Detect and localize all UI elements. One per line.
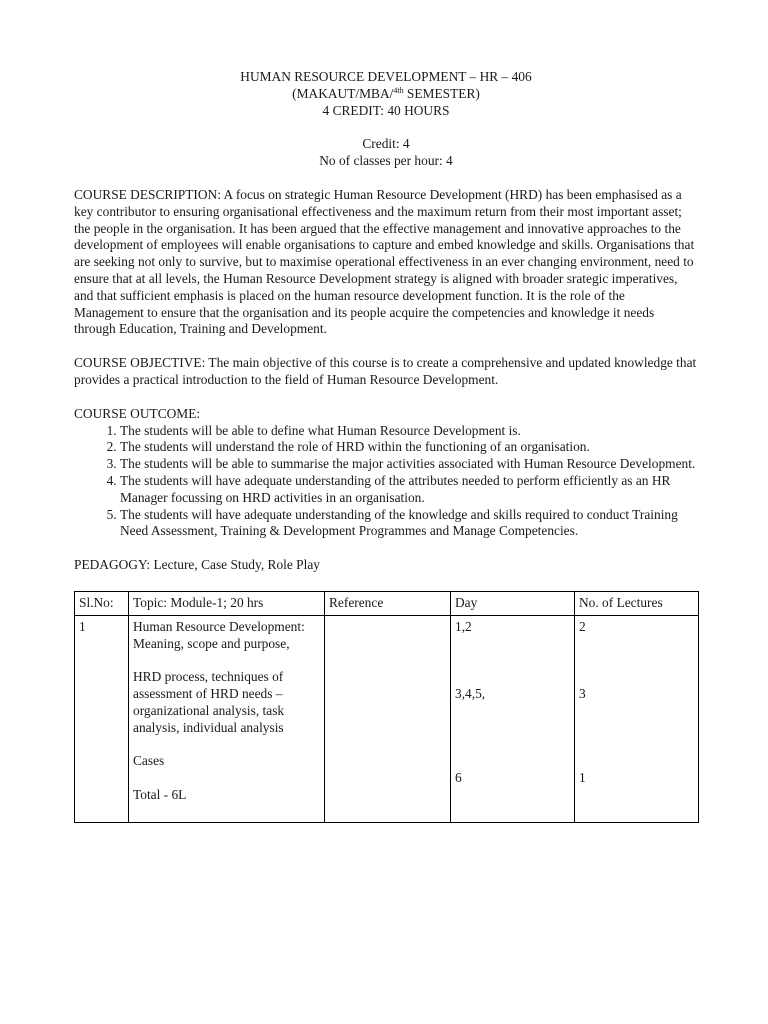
program-suffix: SEMESTER) [403,85,480,101]
credit-line: Credit: 4 [362,136,410,152]
header-reference: Reference [325,591,451,615]
header-lectures: No. of Lectures [575,591,699,615]
cell-topic [129,615,325,822]
lectures-2: 3 [579,685,586,701]
program-prefix: (MAKAUT/MBA/ [292,85,394,101]
spacer [455,703,570,770]
course-outcome [74,406,698,540]
spacer [455,636,570,686]
spacer [133,736,320,753]
semester-superscript: 4th [393,85,404,95]
topic-process: HRD process, techniques of assessment of HRD needs – organizational analysis, task analysis, individual analysis [133,669,285,735]
cell-day [451,615,575,822]
spacer [74,170,698,187]
spacer [74,119,698,136]
course-title: HUMAN RESOURCE DEVELOPMENT – HR – 406 [240,69,532,84]
cell-lectures [575,615,699,822]
spacer [74,338,698,355]
list-item: 1. The students will be able to define what Human Resource Development is. [120,423,698,440]
day-3: 6 [455,769,462,785]
day-1: 1,2 [455,618,472,634]
list-item: 3. The students will be able to summarise the major activities associated with Human Resource Development. [120,456,698,473]
header-day: Day [451,591,575,615]
spacer [579,703,694,770]
day-2: 3,4,5, [455,685,486,701]
header-topic: Topic: Module-1; 20 hrs [129,591,325,615]
course-hours: 4 CREDIT: 40 HOURS [322,102,450,118]
spacer [579,636,694,686]
spacer [74,389,698,406]
header-slno: Sl.No: [75,591,129,615]
topic-total: Total - 6L [133,786,187,802]
course-header [74,69,698,170]
course-description: COURSE DESCRIPTION: A focus on strategic Human Resource Development (HRD) has been emphasised as a key contributor to ensuring organisational effectiveness and the maximum return from their most important asset; the people in the organisation. It has been argued that the effective management and innovative approaches to the development of employees will enable organisations to capture and embed knowledge and skills. Organisations that are seeking not only to survive, but to maximise operational effectiveness in an ever changing environment, need to ensure that at all levels, the Human Resource Development strategy is aligned with broader srategic imperatives, and that sufficient emphasis is placed on the human resource development function. It is the role of the Management to ensure that the organisation and its people acquire the competencies and knowledge it needs through Education, Training and Development. [74,186,695,337]
list-item: 4. The students will have adequate understanding of the attributes needed to perform efficiently as an HR Manager focussing on HRD activities in an organisation. [120,473,698,507]
cell-slno: 1 [75,615,129,822]
spacer [133,652,320,669]
module-table [74,591,699,823]
pedagogy: PEDAGOGY: Lecture, Case Study, Role Play [74,557,320,573]
spacer [74,540,698,557]
spacer [74,574,698,591]
spacer [133,770,320,787]
outcome-heading: COURSE OUTCOME: [74,405,201,421]
cell-reference [325,615,451,822]
course-program [74,86,698,103]
topic-meaning: Human Resource Development: Meaning, scope and purpose, [133,618,305,651]
list-item: 2. The students will understand the role of HRD within the functioning of an organisation. [120,439,698,456]
list-item: 5. The students will have adequate understanding of the knowledge and skills required to conduct Training Need Assessment, Training & Development Programmes and Manage Competencies. [120,507,698,541]
topic-cases: Cases [133,753,165,769]
classes-line: No of classes per hour: 4 [319,153,453,169]
table-row [75,615,699,822]
table-header-row [75,591,699,615]
lectures-3: 1 [579,769,586,785]
document-page [74,69,698,823]
outcome-list [74,423,698,541]
course-objective: COURSE OBJECTIVE: The main objective of this course is to create a comprehensive and updated knowledge that provides a practical introduction to the field of Human Resource Development. [74,355,697,387]
lectures-1: 2 [579,618,586,634]
